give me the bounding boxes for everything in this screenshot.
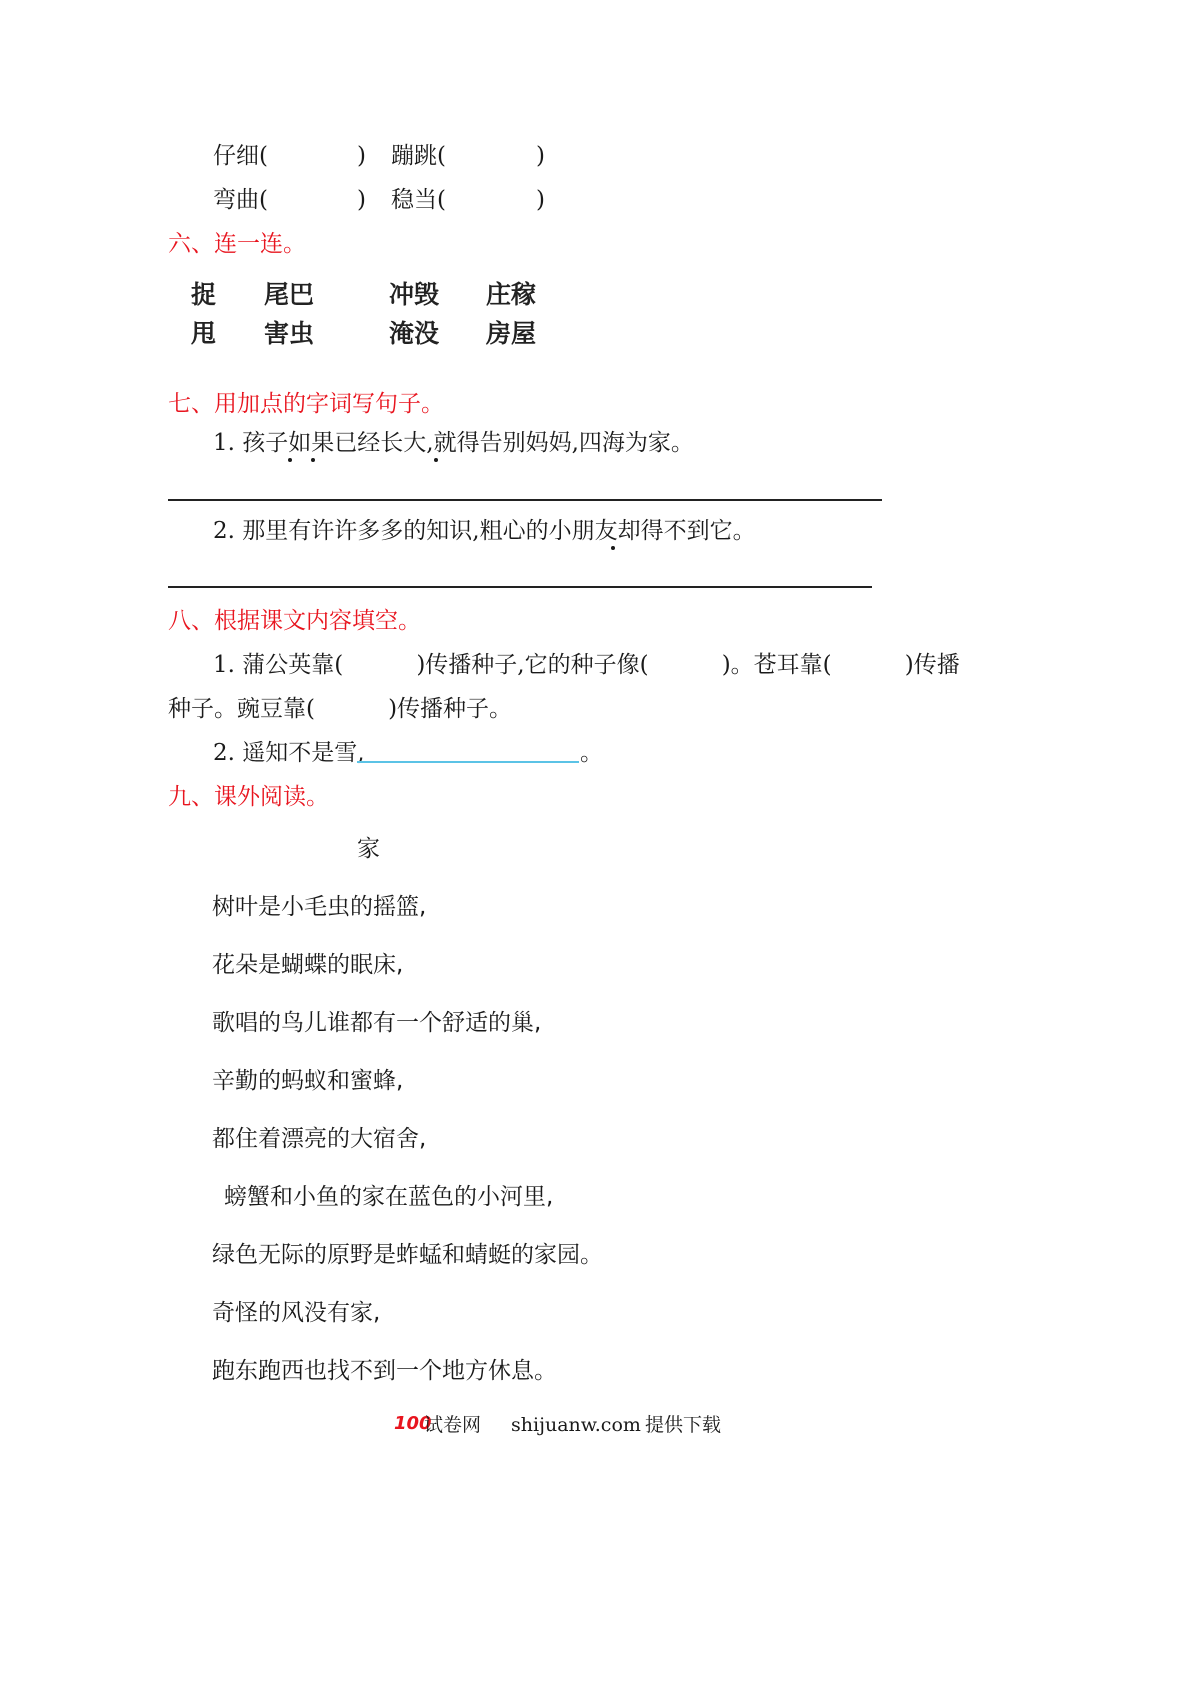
site-url[interactable]: shijuanw.com (511, 1414, 641, 1436)
poem-line: 奇怪的风没有家, (212, 1300, 381, 1326)
poem-line: 歌唱的鸟儿谁都有一个舒适的巢, (212, 1010, 542, 1036)
poem-line: 跑东跑西也找不到一个地方休息。 (212, 1358, 557, 1384)
emphasis-dot (288, 458, 292, 462)
site-logo-text: 试卷网 (424, 1414, 482, 1436)
emphasis-dot (611, 546, 615, 550)
poem-line: 花朵是蝴蝶的眠床, (212, 952, 404, 978)
fill-question-1-line-2: 种子。豌豆靠( )传播种子。 (168, 696, 513, 722)
poem-line: 树叶是小毛虫的摇篮, (212, 894, 427, 920)
match-item: 甩 (191, 319, 217, 348)
answer-line[interactable] (168, 499, 882, 501)
match-item: 冲毁 (389, 280, 440, 309)
match-item: 房屋 (486, 319, 537, 348)
poem-line: 绿色无际的原野是蚱蜢和蜻蜓的家园。 (212, 1242, 603, 1268)
footer-tagline: 提供下载 (645, 1414, 722, 1436)
word-item: 蹦跳( (391, 143, 446, 169)
sentence-question-2: 2. 那里有许许多多的知识,粗心的小朋友却得不到它。 (213, 518, 756, 544)
poem-line: 辛勤的蚂蚁和蜜蜂, (212, 1068, 404, 1094)
word-item: 稳当( (391, 187, 446, 213)
section-heading-8: 八、根据课文内容填空。 (168, 608, 421, 634)
answer-line[interactable] (168, 586, 872, 588)
blank-close: ) (536, 143, 545, 169)
match-item: 捉 (191, 280, 217, 309)
section-heading-7: 七、用加点的字词写句子。 (168, 391, 444, 417)
poem-title: 家 (357, 836, 380, 862)
fill-question-2: 2. 遥知不是雪, (213, 740, 365, 766)
blank-close: ) (536, 187, 545, 213)
blank-close: ) (357, 187, 366, 213)
answer-blank[interactable] (357, 761, 579, 763)
match-item: 庄稼 (486, 280, 537, 309)
sentence-question-1: 1. 孩子如果已经长大,就得告别妈妈,四海为家。 (213, 430, 694, 456)
word-item: 仔细( (213, 143, 268, 169)
section-heading-6: 六、连一连。 (168, 231, 306, 257)
fill-question-2-end: 。 (580, 740, 603, 766)
section-heading-9: 九、课外阅读。 (168, 784, 329, 810)
fill-question-1-line-1: 1. 蒲公英靠( )传播种子,它的种子像( )。苍耳靠( )传播 (213, 652, 960, 678)
emphasis-dot (311, 458, 315, 462)
match-item: 尾巴 (264, 280, 315, 309)
match-item: 淹没 (389, 319, 440, 348)
poem-line: 都住着漂亮的大宿舍, (212, 1126, 427, 1152)
word-item: 弯曲( (213, 187, 268, 213)
poem-line: 螃蟹和小鱼的家在蓝色的小河里, (224, 1184, 554, 1210)
match-item: 害虫 (264, 319, 315, 348)
emphasis-dot (434, 458, 438, 462)
blank-close: ) (357, 143, 366, 169)
site-logo: 100 (394, 1413, 432, 1434)
